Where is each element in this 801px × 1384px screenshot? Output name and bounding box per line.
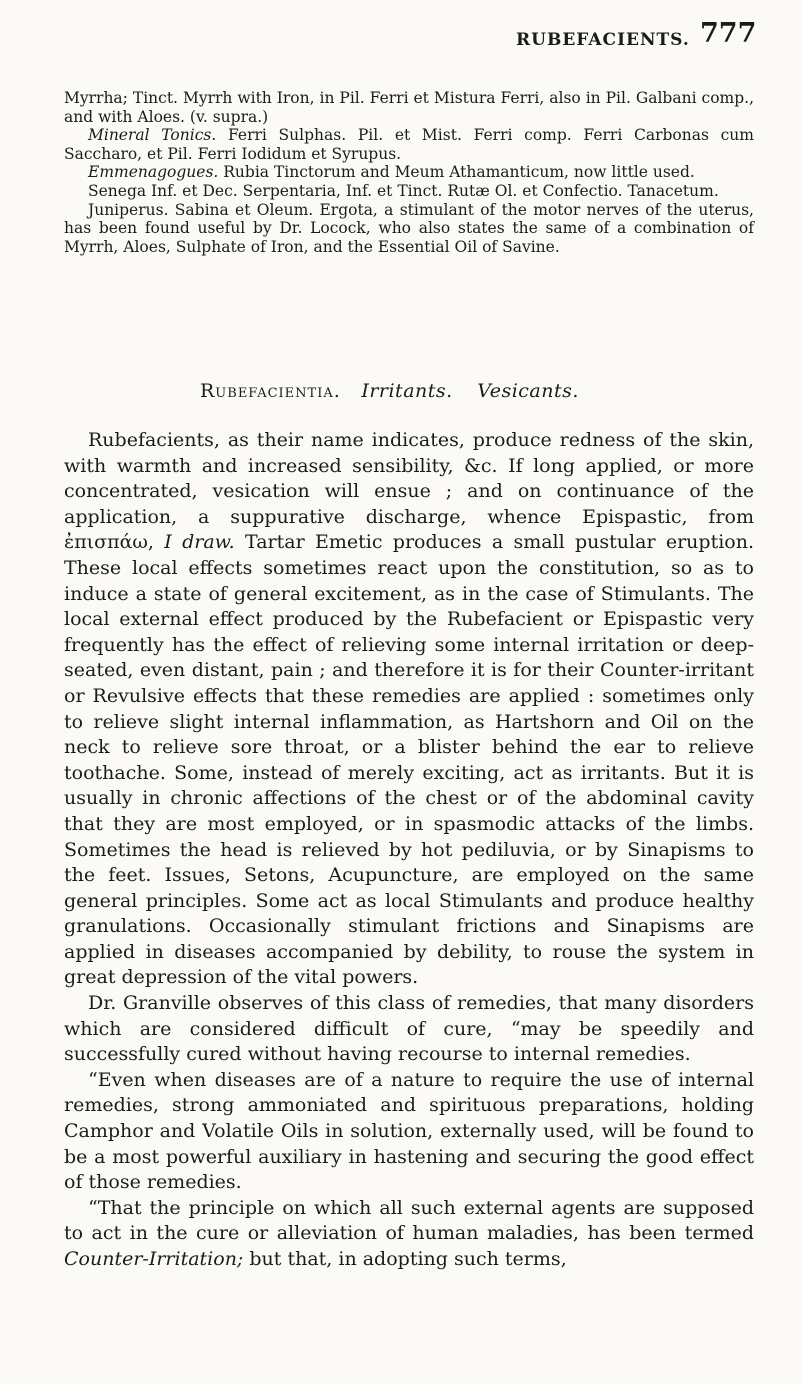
text-emmenagogues: Rubia Tinctorum and Meum Athamanticum, now little used.: [218, 163, 695, 182]
running-head: RUBEFACIENTS.: [516, 30, 690, 50]
small-print-block: [64, 89, 754, 256]
section-title: Rubefacientia.: [200, 380, 341, 402]
paragraph-juniperus: Juniperus. Sabina et Oleum. Ergota, a stimulant of the motor nerves of the uterus, has been found useful by Dr. Locock, who also states the same of a combination of Myrrh, Aloes, Sulphate of Iron, and the Essential Oil of Savine.: [64, 200, 754, 256]
paragraph-even-when: “Even when diseases are of a nature to require the use of internal remedies, strong ammoniated and spirituous preparations, holding Camphor and Volatile Oils in solution, externally used, will be found to be a most powerful auxiliary in hastening and securing the good effect of those remedies.: [64, 1068, 754, 1194]
gloss-i-draw: I draw.: [164, 531, 235, 554]
label-mineral-tonics: Mineral Tonics.: [88, 126, 217, 145]
section-subtitle-vesicants: Vesicants.: [477, 380, 579, 402]
text-segment: “That the principle on which all such external agents are supposed to act in the cure or alleviation of human maladies, has been termed: [64, 1196, 754, 1245]
paragraph-myrrha: Myrrha; Tinct. Myrrh with Iron, in Pil. Ferri et Mistura Ferri, also in Pil. Galbani comp., and with Aloes. (v. supra.): [64, 89, 754, 126]
text-segment: but that, in adopting such terms,: [243, 1248, 567, 1270]
paragraph-rubefacients: [64, 428, 754, 991]
greek-word: ἐπισπάω,: [64, 531, 154, 554]
section-heading: [200, 380, 597, 402]
paragraph-emmenagogues: [64, 163, 754, 182]
section-subtitle-irritants: Irritants.: [361, 380, 453, 402]
text-mineral-tonics: Ferri Sulphas. Pil. et Mist. Ferri comp. Ferri Carbonas cum Saccharo, et Pil. Ferri Iodidum et Syrupus.: [64, 126, 754, 163]
page-number: 777: [700, 18, 757, 49]
paragraph-principle: [64, 1196, 754, 1273]
text-segment: Rubefacients, as their name indicates, produce redness of the skin, with warmth and increased sensibility, &c. If long applied, or more concentrated, vesication will ensue ; and on continuance of the application, a suppurative discharge, whence Epispastic, from: [64, 429, 754, 528]
paragraph-mineral-tonics: [64, 126, 754, 163]
term-counter-irritation: Counter-Irritation;: [64, 1248, 244, 1270]
paragraph-senega: Senega Inf. et Dec. Serpentaria, Inf. et Tinct. Rutæ Ol. et Confectio. Tanacetum.: [88, 181, 719, 200]
text-segment: Tartar Emetic produces a small pustular eruption. These local effects sometimes react upon the constitution, so as to induce a state of general excitement, as in the case of Stimulants. The local external effect produced by the Rubefacient or Epispastic very frequently has the effect of relieving some internal irritation or deep-seated, even distant, pain ; and therefore it is for their Counter-irritant or Revulsive effects that these remedies are applied : sometimes only to relieve slight internal inflammation, as Hartshorn and Oil on the neck to relieve sore throat, or a blister behind the ear to relieve toothache. Some, instead of merely exciting, act as irritants. But it is usually in chronic affections of the chest or of the abdominal cavity that they are most employed, or in spasmodic attacks of the limbs. Sometimes the head is relieved by hot pediluvia, or by Sinapisms to the feet. Issues, Setons, Acupuncture, are employed on the same general principles. Some act as local Stimulants and produce healthy granulations. Occasionally stimulant frictions and Sinapisms are applied in diseases accompanied by debility, to rouse the system in great depression of the vital powers.: [64, 531, 754, 989]
label-emmenagogues: Emmenagogues.: [88, 163, 219, 182]
paragraph-granville: Dr. Granville observes of this class of remedies, that many disorders which are considered difficult of cure, “may be speedily and successfully cured without having recourse to internal remedies.: [64, 992, 754, 1066]
main-text-block: [64, 428, 754, 1273]
